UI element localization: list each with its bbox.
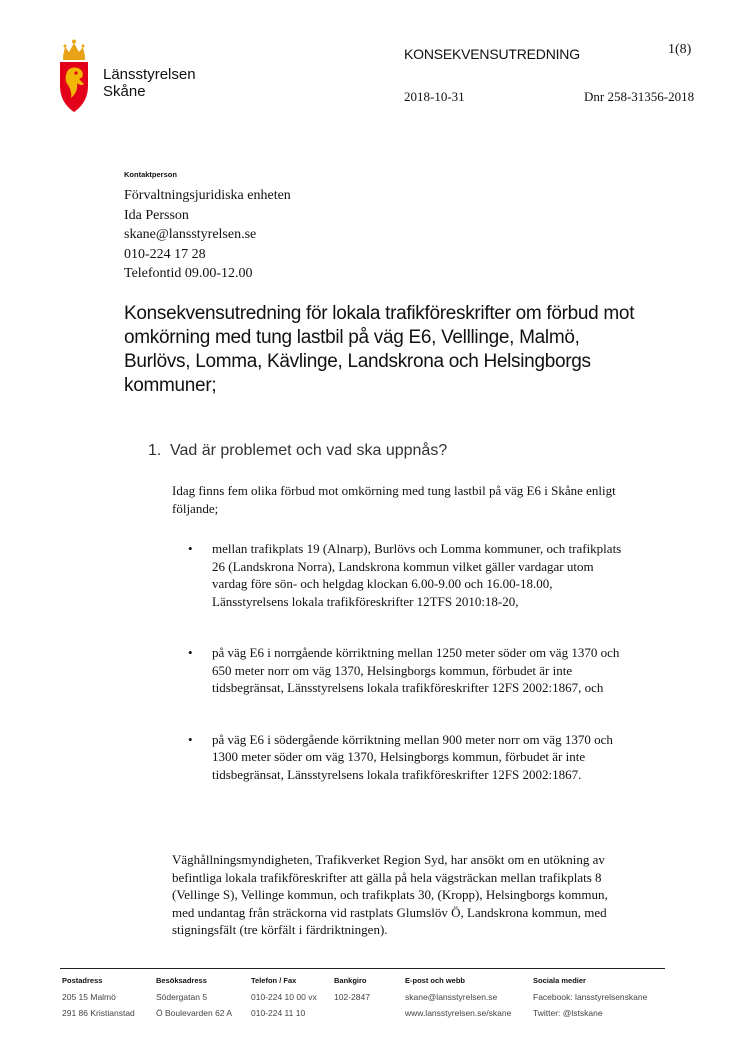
org-name	[103, 66, 196, 100]
footer-line: 291 86 Kristianstad	[62, 1008, 135, 1018]
footer-visiting	[156, 973, 232, 1021]
document-type: KONSEKVENSUTREDNING	[404, 46, 580, 62]
footer-line: 010-224 11 10	[251, 1008, 306, 1018]
footer-heading: Besöksadress	[156, 976, 207, 985]
section-heading	[148, 442, 447, 460]
footer-email[interactable]: skane@lansstyrelsen.se	[405, 992, 498, 1002]
footer-line: 010-224 10 00 vx	[251, 992, 317, 1002]
contact-name: Ida Persson	[124, 207, 189, 223]
footer-web	[405, 973, 511, 1021]
footer-twitter[interactable]: Twitter: @lstskane	[533, 1008, 603, 1018]
contact-department: Förvaltningsjuridiska enheten	[124, 188, 291, 203]
list-item: • på väg E6 i norrgående körriktning mellan 1250 meter söder om väg 1370 och 650 meter norr om väg 1370, Helsingborgs kommun, förbudet är inte tidsbegränsat, Länsstyrelsens lokala trafikföreskrifter 12FS 2002:1867, och	[212, 644, 627, 697]
footer-line: Södergatan 5	[156, 992, 208, 1002]
list-item: • mellan trafikplats 19 (Alnarp), Burlövs och Lomma kommuner, och trafikplats 26 (Landskrona Norra), Landskrona kommun vilket gäller vardagar utom vardag före sön- och helgdag klockan 6.00-9.00 och 16.00-18.00, Länsstyrelsens lokala trafikföreskrifter 12TFS 2010:18-20,	[212, 540, 627, 610]
contact-email: skane@lansstyrelsen.se	[124, 227, 257, 242]
intro-paragraph: Idag finns fem olika förbud mot omkörning med tung lastbil på väg E6 i Skåne enligt följande;	[172, 483, 616, 516]
section-number: 1.	[148, 442, 162, 459]
footer-heading: Sociala medier	[533, 976, 586, 985]
footer-social	[533, 973, 647, 1021]
footer-phone	[251, 973, 317, 1021]
footer-line: 102-2847	[334, 992, 370, 1002]
footer-divider	[60, 968, 665, 969]
page-number: 1(8)	[668, 42, 692, 57]
document-dnr: Dnr 258-31356-2018	[584, 89, 695, 104]
list-item: • på väg E6 i södergående körriktning mellan 900 meter norr om väg 1370 och 1300 meter söder om väg 1370, Helsingborgs kommun, förbudet är inte tidsbegränsat, Länsstyrelsens lokala trafikföreskrifter 12FS 2002:1867.	[212, 731, 627, 784]
document-title: Konsekvensutredning för lokala trafikföreskrifter om förbud mot omkörning med tung lastbil på väg E6, Velllinge, Malmö, Burlövs, Lomma, Kävlinge, Landskrona och Helsingborgs kommuner;	[124, 303, 635, 396]
section-heading-text: Vad är problemet och vad ska uppnås?	[170, 442, 448, 459]
footer-heading: Telefon / Fax	[251, 976, 297, 985]
footer-heading: Postadress	[62, 976, 103, 985]
footer-website[interactable]: www.lansstyrelsen.se/skane	[405, 1008, 512, 1018]
footer-heading: E-post och webb	[405, 976, 465, 985]
org-name-line2: Skåne	[103, 83, 146, 100]
footer-postal	[62, 973, 135, 1021]
footer-facebook[interactable]: Facebook: lansstyrelsenskane	[533, 992, 648, 1002]
footer-line: Ö Boulevarden 62 A	[156, 1008, 233, 1018]
footer-bankgiro	[334, 973, 370, 1005]
contact-hours: Telefontid 09.00-12.00	[124, 266, 253, 281]
footer-heading: Bankgiro	[334, 976, 367, 985]
contact-heading: Kontaktperson	[124, 170, 177, 179]
footer-line: 205 15 Malmö	[62, 992, 116, 1002]
outro-paragraph: Väghållningsmyndigheten, Trafikverket Region Syd, har ansökt om en utökning av befintliga lokala trafikföreskrifter att gälla på hela vägsträckan mellan trafikplats 8 (Vellinge S), Vellinge kommun, och trafikplats 30, (Kropp), Helsingborgs kommun, med undantag från sträckorna vid rastplats Glumslöv Ö, Landskrona kommun, med stigningsfält (tre körfält i färdriktningen).	[172, 852, 608, 937]
org-name-line1: Länsstyrelsen	[103, 66, 196, 83]
contact-block	[124, 186, 291, 284]
skane-griffin-crest-icon	[56, 38, 92, 114]
bullet-list	[212, 540, 627, 817]
document-date: 2018-10-31	[404, 89, 465, 104]
contact-phone: 010-224 17 28	[124, 246, 206, 262]
